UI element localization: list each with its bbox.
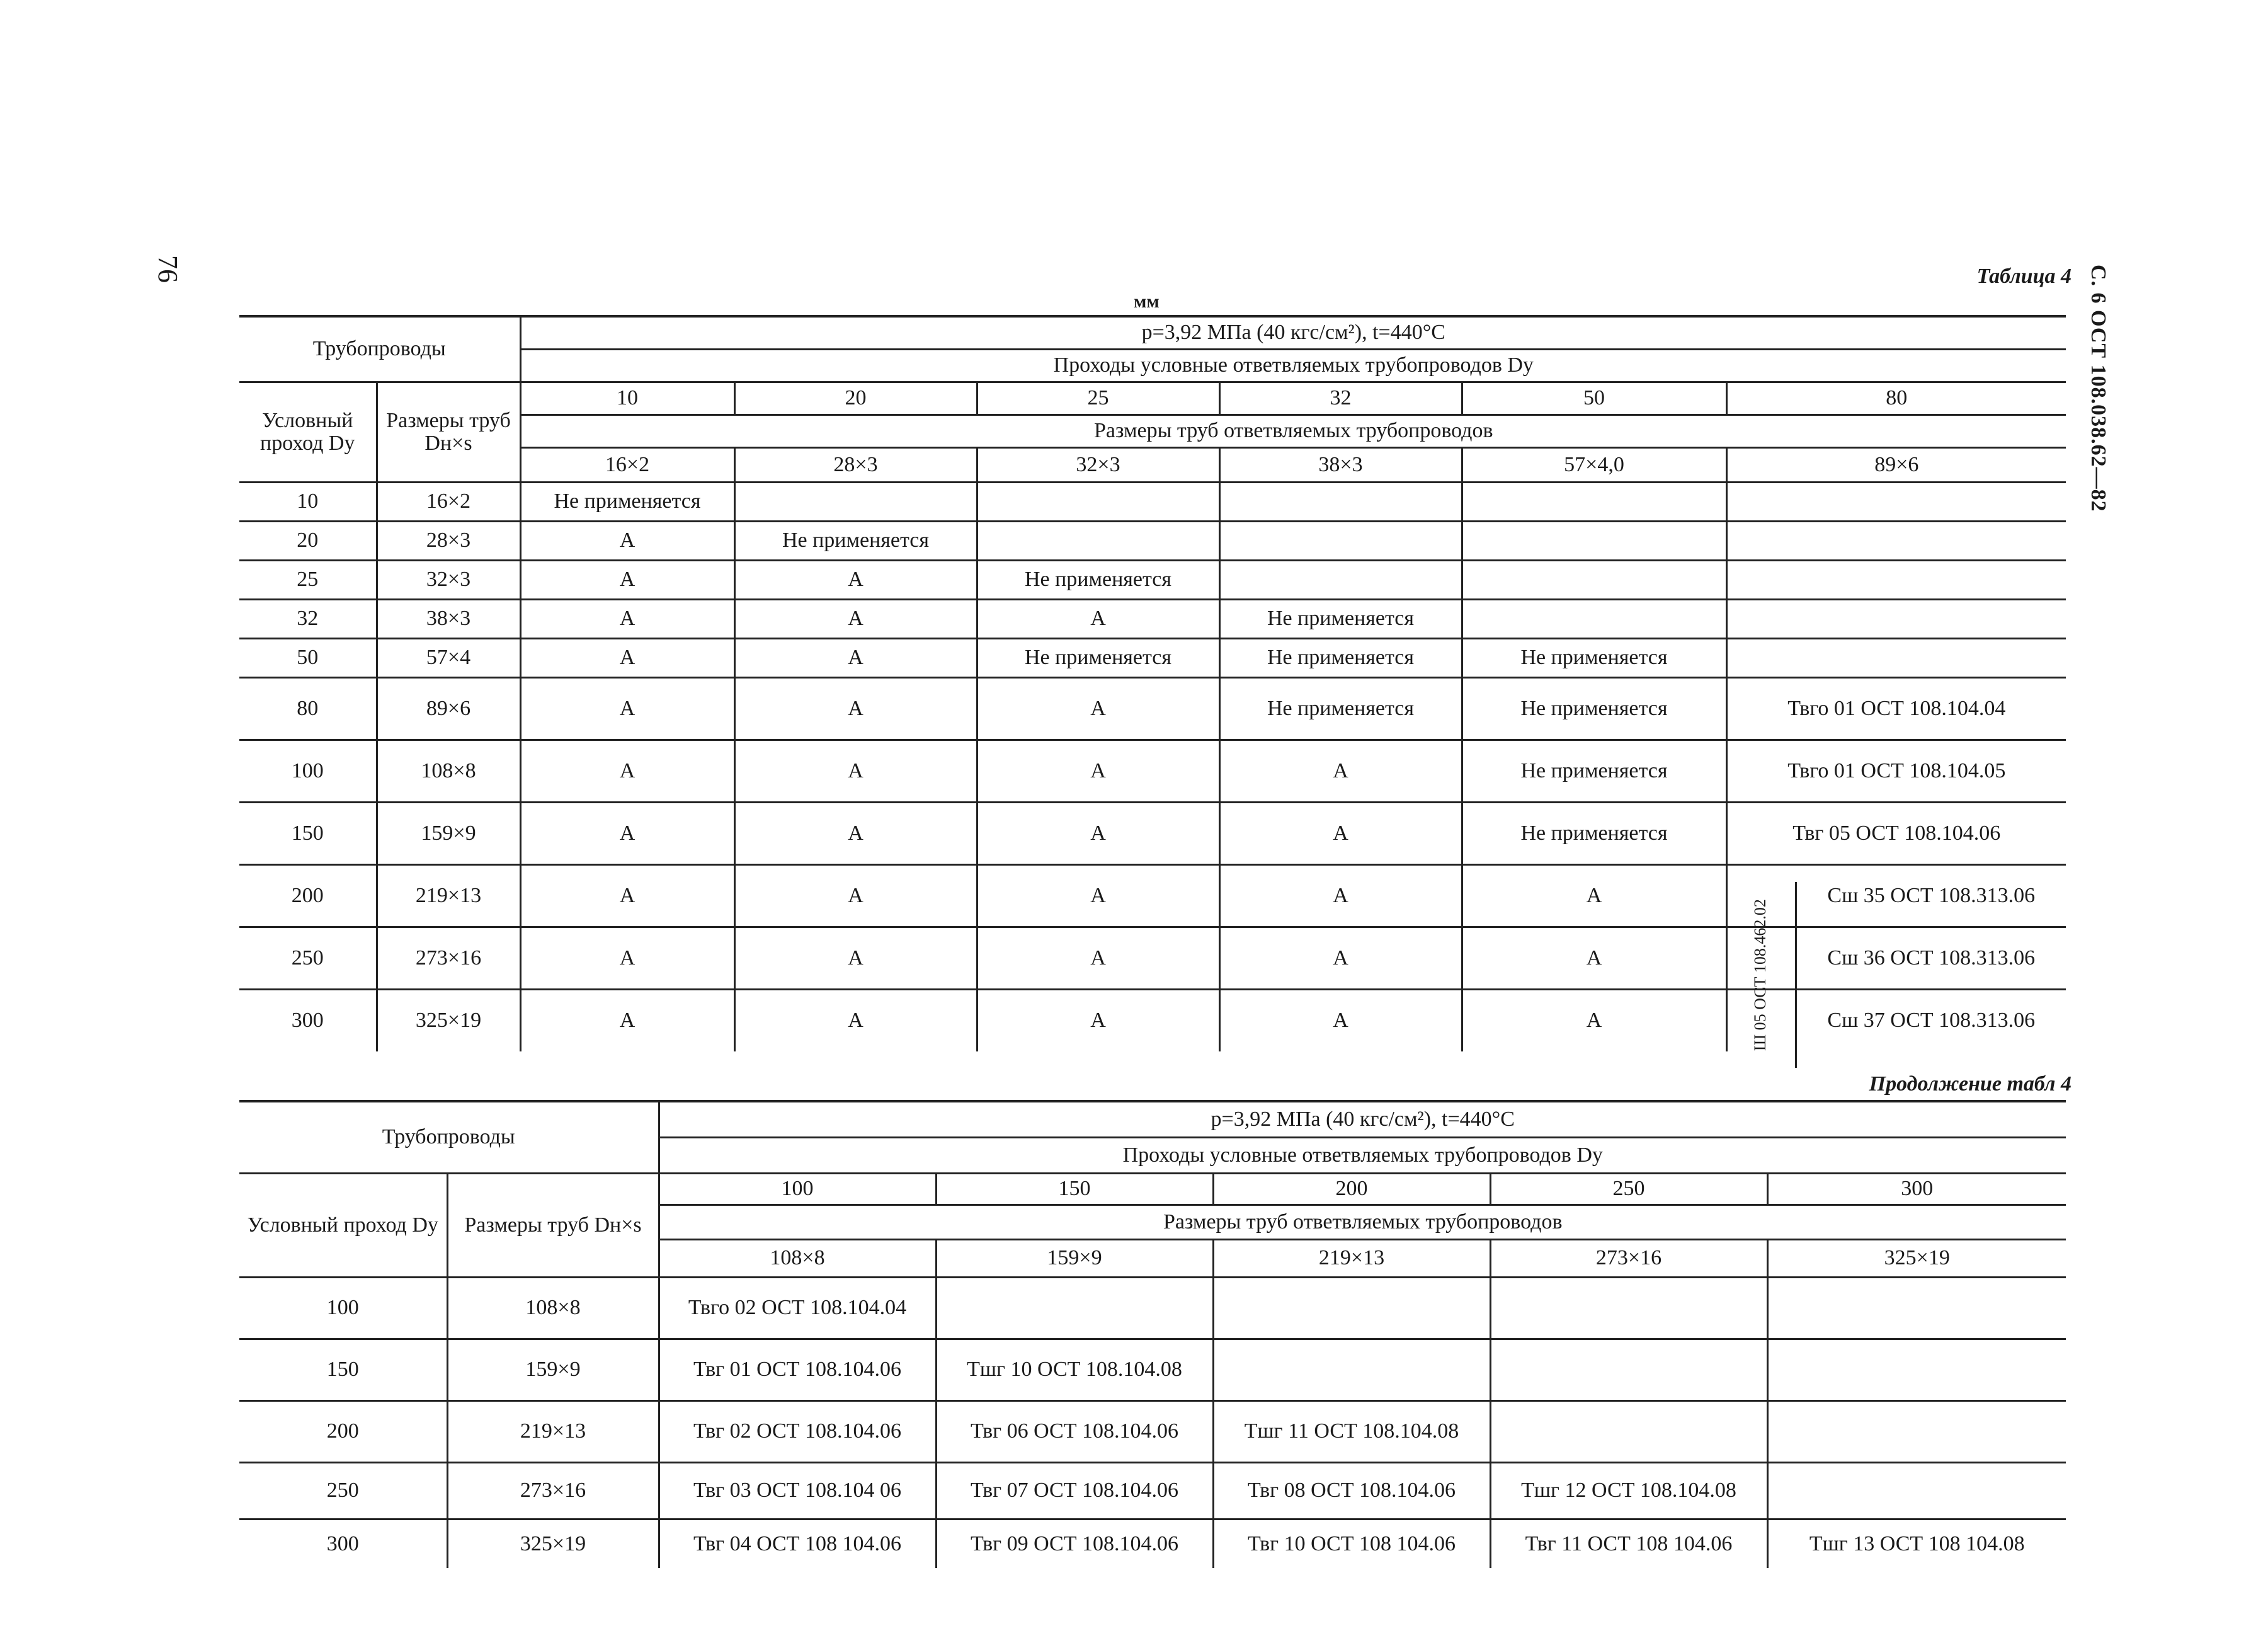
table-cell: А [734, 802, 977, 864]
table-cell: А [1219, 864, 1462, 927]
table-cell: А [734, 864, 977, 927]
size-header: 108×8 [659, 1239, 936, 1277]
row-dn: 200 [239, 864, 377, 927]
table-cell: А [1462, 864, 1726, 927]
table-4-continuation [239, 1100, 2066, 1568]
table-cell: А [977, 599, 1219, 638]
dn-header: 300 [1767, 1173, 2066, 1205]
table-cell: Не применяется [1219, 638, 1462, 677]
table-cell: Твг 07 ОСТ 108.104.06 [936, 1462, 1213, 1519]
table-cell: Твг 03 ОСТ 108.104 06 [659, 1462, 936, 1519]
vertical-note-text: Ш 05 ОСТ 108.462.02 [1751, 898, 1770, 1051]
dn-header: 25 [977, 382, 1219, 415]
table-cell: А [734, 599, 977, 638]
table-cell: А [520, 677, 734, 740]
row-dn: 100 [239, 1277, 447, 1339]
table-cell: А [520, 740, 734, 802]
dn-header: 32 [1219, 382, 1462, 415]
row-dn: 32 [239, 599, 377, 638]
dn-header: 250 [1490, 1173, 1767, 1205]
table-cell [1462, 599, 1726, 638]
row-dn: 250 [239, 927, 377, 989]
table-cell: А [1219, 802, 1462, 864]
table-cell: А [520, 560, 734, 599]
table-cell: А [734, 989, 977, 1051]
table-cell: Не применяется [734, 521, 977, 560]
table-cell [1219, 521, 1462, 560]
table-cell: А [734, 638, 977, 677]
table-cell: Твг 06 ОСТ 108.104.06 [936, 1400, 1213, 1462]
row-size: 273×16 [447, 1462, 659, 1519]
table-cell [1213, 1339, 1490, 1400]
table-cell [1219, 560, 1462, 599]
table-cell: А [977, 989, 1219, 1051]
dn-header: 50 [1462, 382, 1726, 415]
pipelines-header: Трубопроводы [239, 1101, 659, 1173]
size-header: 219×13 [1213, 1239, 1490, 1277]
row-dn: 200 [239, 1400, 447, 1462]
dn-header: 10 [520, 382, 734, 415]
table-cell: Не применяется [520, 482, 734, 521]
table-cell [1767, 1277, 2066, 1339]
table-cell: Тшг 10 ОСТ 108.104.08 [936, 1339, 1213, 1400]
row-dn: 300 [291, 1009, 324, 1033]
table-cell: А [977, 740, 1219, 802]
table-cell: А [977, 802, 1219, 864]
dn-header: 150 [936, 1173, 1213, 1205]
size-header: 325×19 [1767, 1239, 2066, 1277]
table-cell: А [734, 740, 977, 802]
table-cell [1490, 1339, 1767, 1400]
dn-header: 200 [1213, 1173, 1490, 1205]
col-size-header: Размеры труб Dн×s [447, 1173, 659, 1277]
table-caption: Таблица 4 [1976, 265, 2071, 288]
size-header: 32×3 [977, 447, 1219, 482]
row-dn: 250 [239, 1462, 447, 1519]
col-dn-header: Условный проход Dу [239, 1173, 447, 1277]
row-size: 38×3 [377, 599, 520, 638]
table-cell: Твго 02 ОСТ 108.104.04 [659, 1277, 936, 1339]
table-cell [1767, 1339, 2066, 1400]
table-cell: Твг 11 ОСТ 108 104.06 [1490, 1519, 1767, 1568]
row-dn: 150 [239, 802, 377, 864]
table-cell [1726, 521, 2066, 560]
size-header: 89×6 [1726, 447, 2066, 482]
table-cell [1490, 1277, 1767, 1339]
table-cell: А [1462, 927, 1726, 989]
branch-passes-header: Проходы условные ответвляемых трубопроводов Dу [659, 1137, 2066, 1173]
size-header: 16×2 [520, 447, 734, 482]
table-cell: А [1219, 989, 1462, 1051]
table-cell: Твг 01 ОСТ 108.104.06 [659, 1339, 936, 1400]
size-header: 273×16 [1490, 1239, 1767, 1277]
table-cell: А [520, 989, 734, 1051]
branch-sizes-header: Размеры труб ответвляемых трубопроводов [520, 415, 2066, 447]
table-cell: Не применяется [977, 560, 1219, 599]
row-size: 28×3 [377, 521, 520, 560]
table-cell: Твго 01 ОСТ 108.104.05 [1726, 740, 2066, 802]
table-cell [977, 482, 1219, 521]
table-cell: Не применяется [1219, 677, 1462, 740]
row-size: 325×19 [377, 989, 520, 1051]
table-cell: Не применяется [1462, 802, 1726, 864]
row-dn: 10 [239, 482, 377, 521]
table-cell: Твг 04 ОСТ 108 104.06 [659, 1519, 936, 1568]
table-cell [1726, 638, 2066, 677]
table-cell [1219, 482, 1462, 521]
table-cell: А [1462, 989, 1726, 1051]
table-cell: Твг 09 ОСТ 108.104.06 [936, 1519, 1213, 1568]
table-cell: А [1219, 740, 1462, 802]
row-dn: 100 [239, 740, 377, 802]
table-cell: А [977, 927, 1219, 989]
dn-header: 100 [659, 1173, 936, 1205]
row-dn: 300 [326, 1531, 359, 1555]
dn-header: 80 [1726, 382, 2066, 415]
table-cell: Тшг 11 ОСТ 108.104.08 [1213, 1400, 1490, 1462]
table-cell [1462, 482, 1726, 521]
unit-label: мм [1134, 291, 1160, 312]
table-cell: Тшг 13 ОСТ 108 104.08 [1767, 1519, 2066, 1568]
row-size: 16×2 [377, 482, 520, 521]
table-cell [734, 482, 977, 521]
row-size: 159×9 [377, 802, 520, 864]
table-cell: А [520, 802, 734, 864]
row-dn: 20 [239, 521, 377, 560]
table-cell [1767, 1400, 2066, 1462]
table-cell: А [520, 927, 734, 989]
table-cell: Не применяется [1219, 599, 1462, 638]
size-header: 159×9 [936, 1239, 1213, 1277]
table-cell: Твг 05 ОСТ 108.104.06 [1726, 802, 2066, 864]
table-cell [977, 521, 1219, 560]
vertical-note [1726, 882, 1797, 1068]
conditions-header: p=3,92 МПа (40 кгс/см²), t=440°C [659, 1101, 2066, 1137]
conditions-header: p=3,92 МПа (40 кгс/см²), t=440°C [520, 316, 2066, 349]
table-cell: Твг 02 ОСТ 108.104.06 [659, 1400, 936, 1462]
table-cell [1213, 1277, 1490, 1339]
table-cell: А [734, 560, 977, 599]
col-dn-header: Условный проход Dу [239, 382, 377, 482]
row-dn: 150 [239, 1339, 447, 1400]
branch-passes-header: Проходы условные ответвляемых трубопроводов Dу [520, 349, 2066, 382]
table-cell: Твг 10 ОСТ 108 104.06 [1213, 1519, 1490, 1568]
table-cell: Не применяется [1462, 740, 1726, 802]
table-cell [936, 1277, 1213, 1339]
table-cell: Сш 36 ОСТ 108.313.06 [1726, 927, 2066, 989]
table-cell: Твг 08 ОСТ 108.104.06 [1213, 1462, 1490, 1519]
table-cell: Не применяется [977, 638, 1219, 677]
table-cell: А [734, 677, 977, 740]
table-cell: А [977, 677, 1219, 740]
table-cell: А [977, 864, 1219, 927]
size-header: 57×4,0 [1462, 447, 1726, 482]
table-cell: А [520, 521, 734, 560]
document-side-header: С. 6 ОСТ 108.038.62—82 [2087, 265, 2110, 512]
table-cell [1726, 560, 2066, 599]
pipelines-header: Трубопроводы [239, 316, 520, 382]
size-header: 28×3 [734, 447, 977, 482]
continuation-caption: Продолжение табл 4 [1869, 1072, 2071, 1096]
table-cell: Твго 01 ОСТ 108.104.04 [1726, 677, 2066, 740]
row-size: 219×13 [377, 864, 520, 927]
table-cell: Не применяется [1462, 677, 1726, 740]
table-cell [1462, 560, 1726, 599]
row-size: 273×16 [377, 927, 520, 989]
row-size: 32×3 [377, 560, 520, 599]
table-cell [1462, 521, 1726, 560]
row-size: 108×8 [447, 1277, 659, 1339]
table-cell: Тшг 12 ОСТ 108.104.08 [1490, 1462, 1767, 1519]
size-header: 38×3 [1219, 447, 1462, 482]
row-dn: 25 [239, 560, 377, 599]
row-dn: 50 [239, 638, 377, 677]
col-size-header: Размеры труб Dн×s [377, 382, 520, 482]
row-size: 325×19 [447, 1519, 659, 1568]
table-cell [1726, 599, 2066, 638]
table-cell: Сш 37 ОСТ 108.313.06 [1726, 989, 2066, 1051]
row-size: 219×13 [447, 1400, 659, 1462]
table-cell: А [1219, 927, 1462, 989]
row-size: 108×8 [377, 740, 520, 802]
table-cell: Не применяется [1462, 638, 1726, 677]
row-dn: 80 [239, 677, 377, 740]
table-cell: Сш 35 ОСТ 108.313.06 [1726, 864, 2066, 927]
row-size: 89×6 [377, 677, 520, 740]
table-cell: А [520, 864, 734, 927]
table-cell [1490, 1400, 1767, 1462]
table-cell: А [520, 638, 734, 677]
dn-header: 20 [734, 382, 977, 415]
table-cell [1726, 482, 2066, 521]
page-number: 76 [152, 255, 183, 283]
branch-sizes-header: Размеры труб ответвляемых трубопроводов [659, 1205, 2066, 1239]
table-cell [1767, 1462, 2066, 1519]
row-size: 57×4 [377, 638, 520, 677]
table-cell: А [734, 927, 977, 989]
row-size: 159×9 [447, 1339, 659, 1400]
table-cell: А [520, 599, 734, 638]
